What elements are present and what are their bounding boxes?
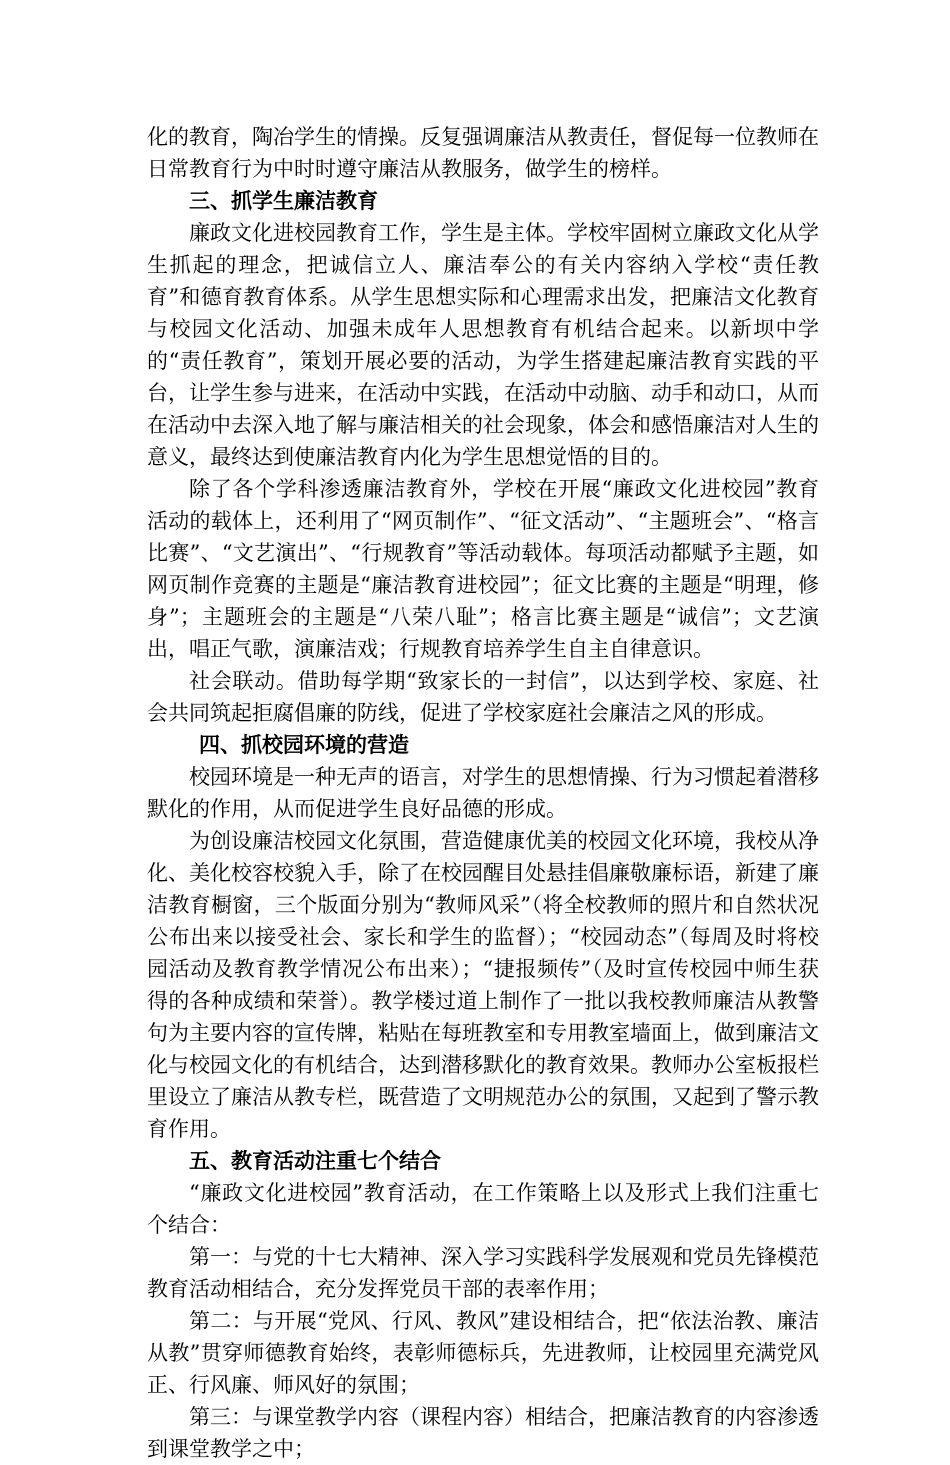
document-body <box>147 121 819 1465</box>
paragraph: 第一：与党的十七大精神、深入学习实践科学发展观和党员先锋模范教育活动相结合，充分发挥党员干部的表率作用； <box>147 1245 819 1301</box>
paragraph: 除了各个学科渗透廉洁教育外，学校在开展“廉政文化进校园”教育活动的载体上，还利用了“网页制作”、“征文活动”、“主题班会”、“格言比赛”、“文艺演出”、“行规教育”等活动载体。每项活动都赋予主题，如网页制作竞赛的主题是“廉洁教育进校园”；征文比赛的主题是“明理，修身”；主题班会的主题是“八荣八耻”；格言比赛主题是“诚信”；文艺演出，唱正气歌，演廉洁戏；行规教育培养学生自主自律意识。 <box>147 477 819 661</box>
paragraph: 第二：与开展“党风、行风、教风”建设相结合，把“依法治教、廉洁从教”贯穿师德教育始终，表彰师德标兵，先进教师，让校园里充满党风正、行风廉、师风好的氛围； <box>147 1309 819 1397</box>
section-heading-5: 五、教育活动注重七个结合 <box>189 1148 441 1173</box>
section-heading-4: 四、抓校园环境的营造 <box>199 732 409 757</box>
paragraph: 社会联动。借助每学期“致家长的一封信”，以达到学校、家庭、社会共同筑起拒腐倡廉的防线，促进了学校家庭社会廉洁之风的形成。 <box>147 669 819 725</box>
paragraph-continuation: 化的教育，陶冶学生的情操。反复强调廉洁从教责任，督促每一位教师在日常教育行为中时时遵守廉洁从教服务，做学生的榜样。 <box>147 125 819 181</box>
paragraph: 第三：与课堂教学内容（课程内容）相结合，把廉洁教育的内容渗透到课堂教学之中； <box>147 1405 819 1461</box>
paragraph: 校园环境是一种无声的语言，对学生的思想情操、行为习惯起着潜移默化的作用，从而促进学生良好品德的形成。 <box>147 765 819 821</box>
paragraph: “廉政文化进校园”教育活动，在工作策略上以及形式上我们注重七个结合： <box>147 1181 819 1237</box>
paragraph: 为创设廉洁校园文化氛围，营造健康优美的校园文化环境，我校从净化、美化校容校貌入手，除了在校园醒目处悬挂倡廉敬廉标语，新建了廉洁教育橱窗，三个版面分别为“教师风采”（将全校教师的照片和自然状况公布出来以接受社会、家长和学生的监督）；“校园动态”（每周及时将校园活动及教育教学情况公布出来）；“捷报频传”（及时宣传校园中师生获得的各种成绩和荣誉）。教学楼过道上制作了一批以我校教师廉洁从教警句为主要内容的宣传牌，粘贴在每班教室和专用教室墙面上，做到廉洁文化与校园文化的有机结合，达到潜移默化的教育效果。教师办公室板报栏里设立了廉洁从教专栏，既营造了文明规范办公的氛围，又起到了警示教育作用。 <box>147 829 819 1141</box>
paragraph: 廉政文化进校园教育工作，学生是主体。学校牢固树立廉政文化从学生抓起的理念，把诚信立人、廉洁奉公的有关内容纳入学校“责任教育”和德育教育体系。从学生思想实际和心理需求出发，把廉洁文化教育与校园文化活动、加强未成年人思想教育有机结合起来。以新坝中学的“责任教育”，策划开展必要的活动，为学生搭建起廉洁教育实践的平台，让学生参与进来，在活动中实践，在活动中动脑、动手和动口，从而在活动中去深入地了解与廉洁相关的社会现象，体会和感悟廉洁对人生的意义，最终达到使廉洁教育内化为学生思想觉悟的目的。 <box>147 221 819 469</box>
section-heading-3: 三、抓学生廉洁教育 <box>189 188 378 213</box>
